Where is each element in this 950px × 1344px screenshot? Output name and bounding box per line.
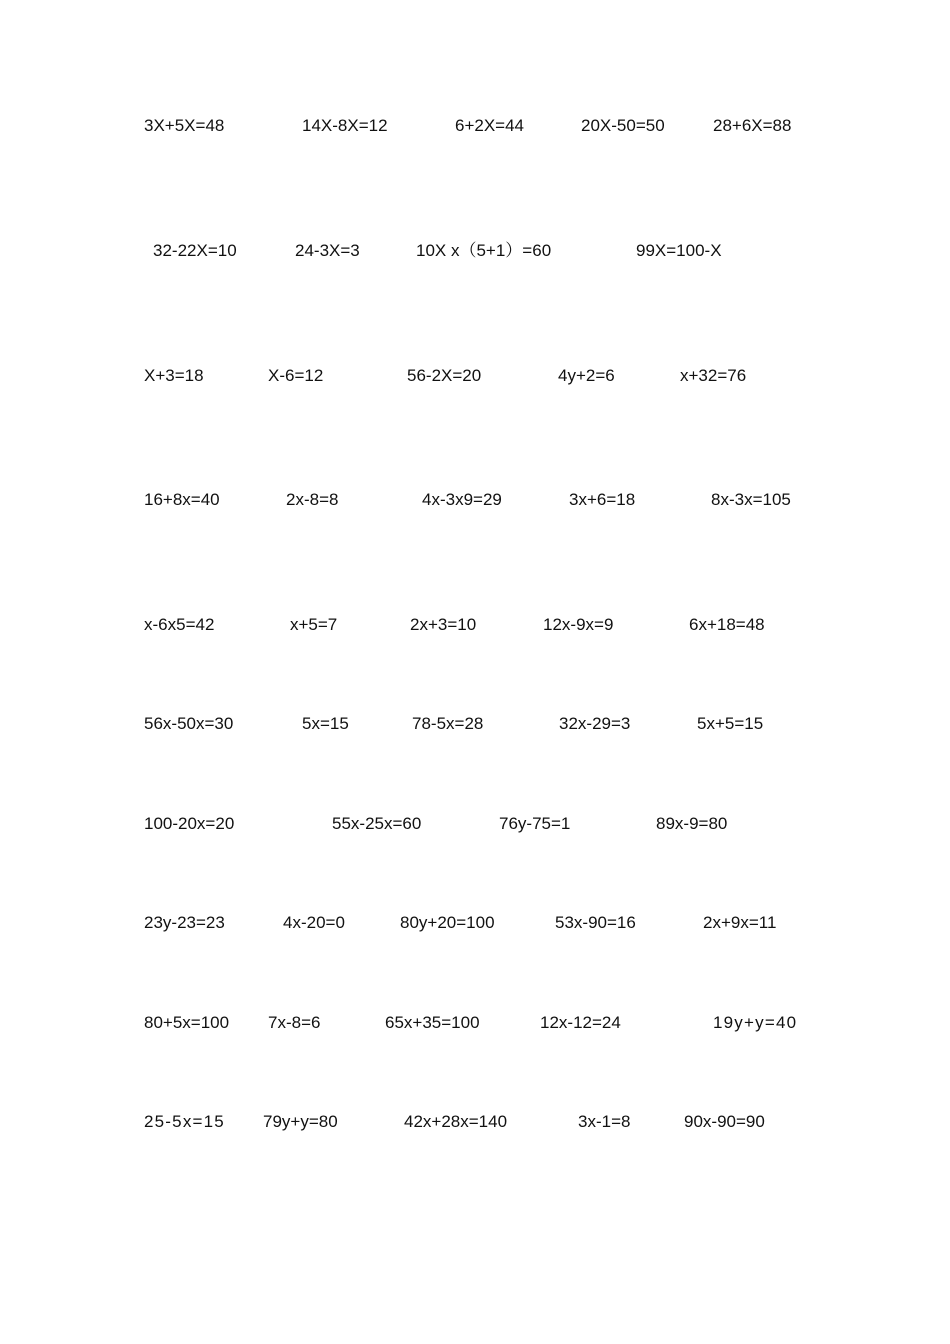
equation-row-1	[0, 114, 950, 138]
equation: 78-5x=28	[412, 714, 484, 733]
equation: 80y+20=100	[400, 913, 495, 932]
equation: 4x-20=0	[283, 913, 345, 932]
equation: 56-2X=20	[407, 366, 482, 385]
equation: 14X-8X=12	[302, 116, 388, 135]
equation: 32x-29=3	[559, 714, 631, 733]
equation: 28+6X=88	[713, 116, 792, 135]
equation: 2x-8=8	[286, 490, 339, 509]
equation: 90x-90=90	[684, 1112, 765, 1131]
equation: 25-5x=15	[144, 1112, 225, 1131]
equation: 3X+5X=48	[144, 116, 225, 135]
equation: 55x-25x=60	[332, 814, 422, 833]
equation: X+3=18	[144, 366, 204, 385]
equation: 2x+3=10	[410, 615, 477, 634]
equation-row-8	[0, 911, 950, 935]
equation: 24-3X=3	[295, 241, 360, 260]
equation: 8x-3x=105	[711, 490, 791, 509]
equation: 23y-23=23	[144, 913, 225, 932]
equation: 19y+y=40	[713, 1013, 798, 1032]
equation-row-7	[0, 812, 950, 836]
equation-row-5	[0, 613, 950, 637]
equation: 5x+5=15	[697, 714, 764, 733]
equation: 6+2X=44	[455, 116, 525, 135]
equation: 10X x（5+1）=60	[416, 241, 552, 260]
equation: 56x-50x=30	[144, 714, 234, 733]
equation-row-10	[0, 1110, 950, 1134]
equation: x+5=7	[290, 615, 338, 634]
equation: 20X-50=50	[581, 116, 665, 135]
equation: 65x+35=100	[385, 1013, 480, 1032]
equation: 42x+28x=140	[404, 1112, 508, 1131]
equation: 5x=15	[302, 714, 349, 733]
equation-row-6	[0, 712, 950, 736]
equation: 4y+2=6	[558, 366, 615, 385]
equation-row-3	[0, 364, 950, 388]
equation: 89x-9=80	[656, 814, 728, 833]
equation: X-6=12	[268, 366, 324, 385]
equation: 53x-90=16	[555, 913, 636, 932]
equation-row-2	[0, 239, 950, 263]
equation-row-9	[0, 1011, 950, 1035]
equation: 100-20x=20	[144, 814, 235, 833]
equation: 12x-12=24	[540, 1013, 621, 1032]
equation: 2x+9x=11	[703, 913, 777, 932]
equation: 3x+6=18	[569, 490, 636, 509]
equation: x+32=76	[680, 366, 747, 385]
equation: 32-22X=10	[153, 241, 237, 260]
equation: 99X=100-X	[636, 241, 722, 260]
equation: 4x-3x9=29	[422, 490, 502, 509]
equation: 80+5x=100	[144, 1013, 230, 1032]
equation: 76y-75=1	[499, 814, 571, 833]
equation: 7x-8=6	[268, 1013, 321, 1032]
equation: 6x+18=48	[689, 615, 765, 634]
equation: x-6x5=42	[144, 615, 215, 634]
equation: 79y+y=80	[263, 1112, 338, 1131]
equation-row-4	[0, 488, 950, 512]
equation: 16+8x=40	[144, 490, 220, 509]
equation: 12x-9x=9	[543, 615, 614, 634]
equation: 3x-1=8	[578, 1112, 631, 1131]
